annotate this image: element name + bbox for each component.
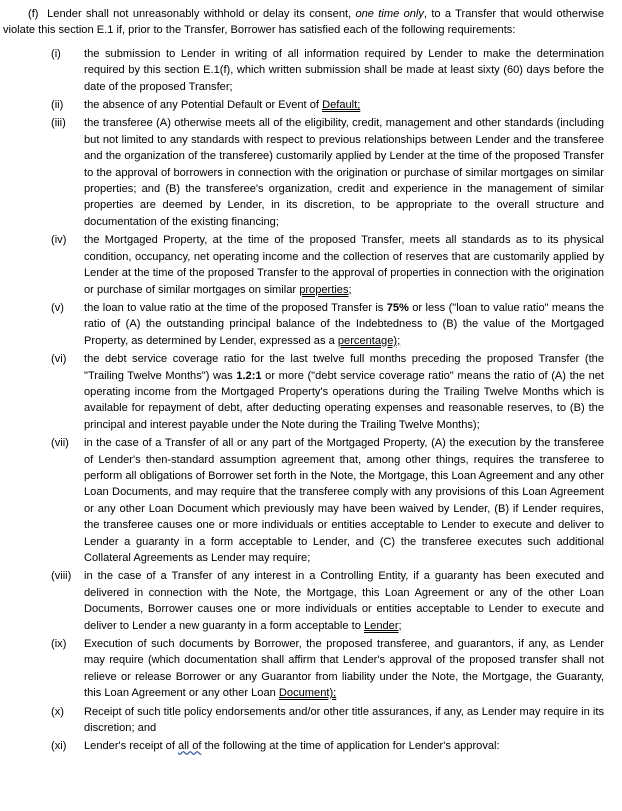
requirement-text: the submission to Lender in writing of all information required by Lender to make the determination required by this section E.1(f), which written submission shall be made at least sixty (60) days before the date of the proposed Transfer; [84, 47, 604, 93]
requirement-number: (xi) [51, 740, 67, 753]
requirement-text [84, 351, 604, 433]
requirement-text [84, 738, 604, 754]
requirement-text: the transferee (A) otherwise meets all of the eligibility, credit, management and other standards (including but not limited to any standards with respect to previous relationships between Lender and the transferee and the organization of the transferee) customarily applied by Lender at the time of the proposed Transfer to the approval of borrowers in connection with the origination or purchase of similar mortgages on similar properties; and (B) the transferee's organization, credit and experience in the management of similar properties are deemed by Lender, in its discretion, to be appropriate to the overall structure and documentation of the existing financing; [84, 117, 604, 228]
requirement-text-part: the loan to value ratio at the time of the proposed Transfer is [84, 301, 387, 314]
underlined-term: percentage); [337, 334, 401, 347]
requirement-number: (iv) [51, 234, 67, 247]
requirement-text [84, 568, 604, 634]
requirement-number: (viii) [51, 570, 72, 583]
underlined-term: Default; [322, 99, 361, 112]
requirement-iii [3, 115, 604, 230]
requirement-text-part: Execution of such documents by Borrower, the proposed transferee, and guarantors, if any, as Lender may require (which documentation shall affirm that Lender's approval of the proposed transfer shall not relieve or release Borrower or any Guarantor from liability under the Note, the Mortgage, the Guaranty, this Loan Agreement or any other Loan [84, 638, 604, 700]
requirement-xi [3, 738, 604, 754]
intro-text-2: , to a Transfer that would otherwise violate this section E.1 if, prior to the Transfer, Borrower has satisfied each of the following requirements: [3, 8, 604, 37]
requirement-text-part: in the case of a Transfer of any interest in a Controlling Entity, if a guaranty has been executed and delivered in connection with the Note, the Mortgage, this Loan Agreement or any of the other Loan Documents, Borrower causes one or more individuals or entities acceptable to Lender to execute and deliver to Lender a new guaranty in a form acceptable to [84, 570, 604, 632]
bold-value: 75% [386, 301, 409, 314]
intro-text-1: (f) Lender shall not unreasonably withhold or delay its consent, [28, 8, 356, 20]
requirement-text [84, 232, 604, 298]
requirement-number: (vii) [51, 437, 69, 450]
requirement-number: (iii) [51, 117, 66, 130]
intro-italic-text: one time only [355, 8, 424, 20]
requirement-number: (vi) [51, 353, 67, 366]
requirement-text-part: Lender's receipt of [84, 740, 179, 753]
requirement-viii [3, 568, 604, 634]
requirement-ix [3, 636, 604, 702]
requirement-vi [3, 351, 604, 433]
requirement-number: (i) [51, 47, 61, 60]
requirement-text [84, 636, 604, 702]
bold-value: 1.2:1 [236, 369, 262, 382]
flagged-phrase: all of [178, 740, 202, 753]
requirement-number: (x) [51, 705, 64, 718]
requirement-number: (v) [51, 301, 64, 314]
requirement-text-part: the Mortgaged Property, at the time of the proposed Transfer, meets all standards as to its physical condition, occupancy, net operating income and the collection of reserves that are customarily applied by Lender at the time of the proposed Transfer to the approval of properties in connection with the origination or purchase of similar mortgages on similar [84, 234, 604, 296]
underlined-term: properties; [299, 283, 352, 296]
requirement-x [3, 704, 604, 737]
requirement-text-part: the following at the time of application for Lender's approval: [201, 740, 500, 753]
requirement-text-part: the debt service coverage ratio for the last twelve full months preceding the proposed Transfer (the "Trailing Twelve Months") was [84, 353, 604, 382]
requirement-text-part: or less ("loan to value ratio" means the ratio of (A) the outstanding principal balance of the Indebtedness to (B) the value of the Mortgaged Property, as determined by Lender, expressed as a [84, 301, 604, 347]
requirement-text [84, 97, 604, 113]
requirement-text-part: or more ("debt service coverage ratio" means the ratio of (A) the net operating income from the Mortgaged Property's operations during the Trailing Twelve Months which is available for repayment of debt, after deducting operating expenses and reasonable reserves, to (B) the principal and interest payable under the Note during the Trailing Twelve Months); [84, 369, 604, 431]
requirement-ii [3, 97, 604, 113]
requirement-text: Receipt of such title policy endorsements and/or other title assurances, if any, as Lender may require in its discretion; and [84, 705, 604, 735]
requirement-iv [3, 232, 604, 298]
requirement-v [3, 300, 604, 349]
underlined-term: Document); [278, 687, 337, 700]
underlined-term: Lender; [363, 619, 402, 632]
requirement-number: (ix) [51, 638, 67, 651]
requirement-text-part: the absence of any Potential Default or Event of [84, 99, 323, 112]
requirement-number: (ii) [51, 99, 64, 112]
requirement-text: in the case of a Transfer of all or any part of the Mortgaged Property, (A) the execution by the transferee of Lender's then-standard assumption agreement that, among other things, requires the transferee to perform all obligations of Borrower set forth in the Note, the Mortgage, this Loan Agreement and any other Loan Documents, and may require that the transferee comply with any provisions of this Loan Agreement or any other Loan Document which previously may have been waived by Lender, (B) if Lender requires, the transferee causes one or more individuals or entities acceptable to Lender to execute and deliver to Lender a guaranty in a form acceptable to Lender, and (C) the transferee executes such additional Collateral Agreements as Lender may require; [84, 437, 604, 564]
intro-paragraph [3, 6, 604, 39]
requirement-text [84, 300, 604, 349]
requirement-vii [3, 435, 604, 566]
requirement-i [3, 46, 604, 95]
